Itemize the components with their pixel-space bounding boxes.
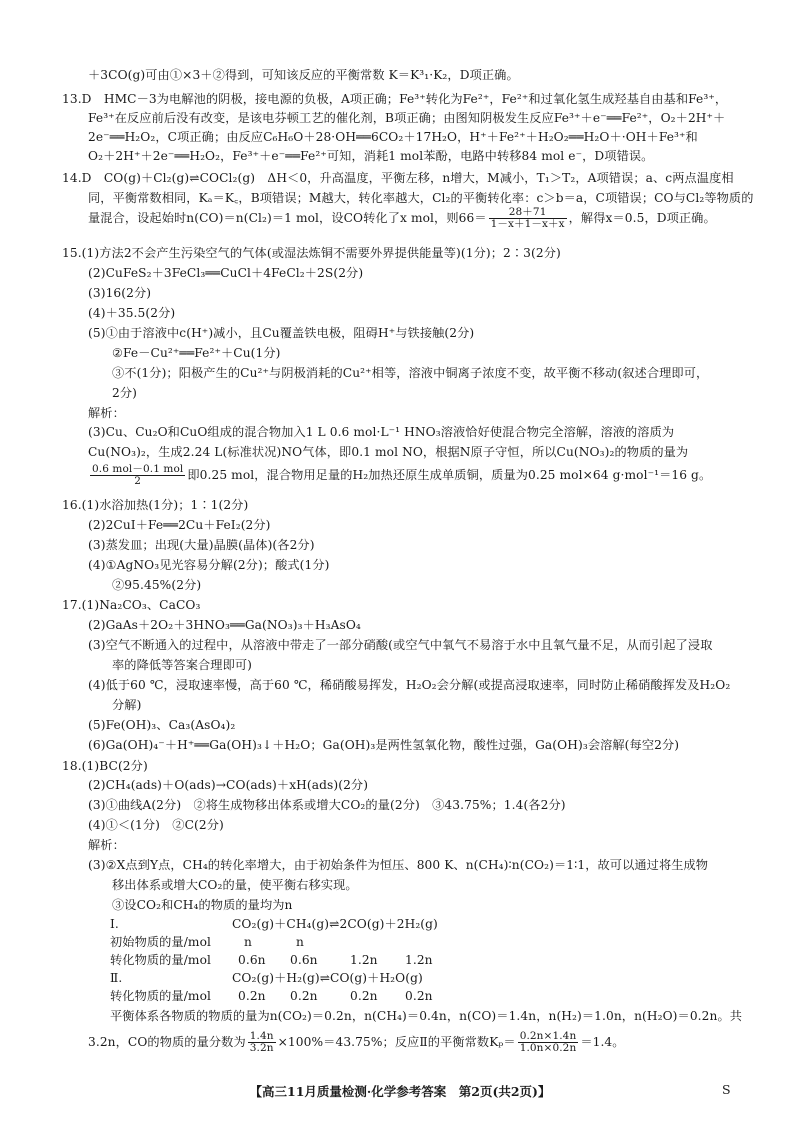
text-line: ③不(1分)；阳极产生的Cu²⁺与阴极消耗的Cu²⁺相等，溶液中铜离子浓度不变，故平衡不移动(叙述合理即可， <box>112 365 709 380</box>
text-line: (6)Ga(OH)₄⁻＋H⁺══Ga(OH)₃↓＋H₂O；Ga(OH)₃是两性氢氧化物，酸性过强，Ga(OH)₃会溶解(每空2分) <box>88 737 680 752</box>
text-segment: ×100%＝43.75%；反应Ⅱ的平衡常数Kₚ＝ <box>277 1035 516 1050</box>
fraction-numerator: 1.4n <box>249 1030 274 1043</box>
table-cell: 1.2n <box>405 953 433 968</box>
text-line: ＋3CO(g)可由①×3＋②得到，可知该反应的平衡常数 K＝K³₁·K₂，D项正确。 <box>88 68 519 82</box>
text-line: 14.D CO(g)＋Cl₂(g)⇌COCl₂(g) ΔH＜0，升高温度，平衡左移，n增大，M减小，T₁＞T₂，A项错误；a、c两点温度相 <box>62 171 734 186</box>
text-line: (4)＋35.5(2分) <box>88 306 176 320</box>
text-line-with-fraction <box>88 207 716 230</box>
fraction-denominator: 2 <box>134 475 142 488</box>
text-line-with-fraction <box>88 464 711 487</box>
text-line: ③设CO₂和CH₄的物质的量均为n <box>112 897 293 912</box>
text-line: (2)GaAs＋2O₂＋3HNO₃══Ga(NO₃)₃＋H₃AsO₄ <box>88 618 361 633</box>
text-line: (2)CH₄(ads)＋O(ads)→CO(ads)＋xH(ads)(2分) <box>88 778 369 793</box>
row-label: 初始物质的量/mol <box>110 934 212 949</box>
row-label: 转化物质的量/mol <box>110 989 212 1004</box>
table-label: Ⅰ. <box>110 916 119 931</box>
text-line: 移出体系或增大CO₂的量，使平衡右移实现。 <box>112 877 358 892</box>
table-cell: 1.2n <box>350 953 378 968</box>
text-line: 同，平衡常数相同，Kₐ＝K꜀，B项错误；M越大，转化率越大，Cl₂的平衡转化率：c＞b＝a，C项错误；CO与Cl₂等物质的 <box>88 191 754 206</box>
reaction-equation: CO₂(g)＋CH₄(g)⇌2CO(g)＋2H₂(g) <box>232 916 438 931</box>
table-cell: n <box>296 934 304 949</box>
text-segment: 3.2n，CO的物质的量分数为 <box>88 1035 246 1050</box>
table-cell: n <box>244 934 252 949</box>
text-segment: ＝1.4。 <box>580 1035 625 1050</box>
text-line: (3)蒸发皿；出现(大量)晶膜(晶体)(各2分) <box>88 537 315 552</box>
fraction <box>248 1031 276 1054</box>
text-line: (3)Cu、Cu₂O和CuO组成的混合物加入1 L 0.6 mol·L⁻¹ HNO₃溶液恰好使混合物完全溶解，溶液的溶质为 <box>88 425 675 440</box>
footer-mark: S <box>722 1082 731 1097</box>
text-line: 解析： <box>88 405 125 420</box>
text-line: 平衡体系各物质的物质的量为n(CO₂)＝0.2n，n(CH₄)＝0.4n，n(CO)＝1.4n，n(H₂)＝1.0n，n(H₂O)＝0.2n。共 <box>110 1009 743 1024</box>
text-line: (2)CuFeS₂＋3FeCl₃══CuCl＋4FeCl₂＋2S(2分) <box>88 266 364 281</box>
text-line: (3)①曲线A(2分) ②将生成物移出体系或增大CO₂的量(2分) ③43.75%；1.4(各2分) <box>88 798 566 813</box>
table-cell: 0.2n <box>350 989 378 1004</box>
table-cell: 0.2n <box>405 989 433 1004</box>
text-line: (3)16(2分) <box>88 286 152 301</box>
text-line: 15.(1)方法2不会产生污染空气的气体(或湿法炼铜不需要外界提供能量等)(1分)；2∶3(2分) <box>62 246 561 261</box>
text-line: (4)低于60 ℃，浸取速率慢，高于60 ℃，稀硝酸易挥发，H₂O₂会分解(或提高浸取速率，同时防止稀硝酸挥发及H₂O₂ <box>88 677 731 692</box>
table-label: Ⅱ. <box>110 971 123 986</box>
text-line: 率的降低等答案合理即可) <box>112 658 253 673</box>
row-label: 转化物质的量/mol <box>110 953 212 968</box>
text-line: Cu(NO₃)₂，生成2.24 L(标准状况)NO气体，即0.1 mol NO，根据N原子守恒，所以Cu(NO₃)₂的物质的量为 <box>88 445 689 460</box>
fraction-denominator: 1－x＋1－x＋x <box>490 218 565 231</box>
text-line: 解析： <box>88 838 125 853</box>
text-line: (3)②X点到Y点，CH₄的转化率增大，由于初始条件为恒压、800 K、n(CH₄)∶n(CO₂)＝1∶1，故可以通过将生成物 <box>88 858 709 873</box>
text-line: 16.(1)水浴加热(1分)；1∶1(2分) <box>62 497 249 512</box>
text-segment: 量混合，设起始时n(CO)＝n(Cl₂)＝1 mol，设CO转化了x mol，则66＝ <box>88 211 487 226</box>
text-line: 18.(1)BC(2分) <box>62 758 148 773</box>
text-line: (2)2CuI＋Fe══2Cu＋FeI₂(2分) <box>88 517 271 532</box>
text-line: (5)①由于溶液中c(H⁺)减小，且Cu覆盖铁电极，阻碍H⁺与铁接触(2分) <box>88 325 475 340</box>
text-line: (5)Fe(OH)₃、Ca₃(AsO₄)₂ <box>88 717 236 732</box>
fraction-numerator: 0.2n×1.4n <box>519 1030 577 1043</box>
text-line: ②Fe－Cu²⁺══Fe²⁺＋Cu(1分) <box>112 345 281 360</box>
table-cell: 0.6n <box>290 953 318 968</box>
fraction-numerator: 0.6 mol－0.1 mol <box>92 463 184 476</box>
fraction <box>489 207 567 230</box>
text-line-with-fraction <box>88 1031 625 1054</box>
table-cell: 0.6n <box>238 953 266 968</box>
reaction-equation: CO₂(g)＋H₂(g)⇌CO(g)＋H₂O(g) <box>232 971 423 986</box>
text-line: 2e⁻══H₂O₂，C项正确；由反应C₆H₆O＋28·OH══6CO₂＋17H₂O，H⁺＋Fe²⁺＋H₂O₂══H₂O＋·OH＋Fe³⁺和 <box>88 130 698 145</box>
fraction-numerator: 28＋71 <box>489 207 567 219</box>
text-line: Fe³⁺在反应前后没有改变，是该电芬顿工艺的催化剂，B项正确；由图知阴极发生反应Fe³⁺＋e⁻══Fe²⁺，O₂＋2H⁺＋ <box>88 111 726 126</box>
footer-text: 【高三11月质量检测·化学参考答案 第2页(共2页)】 <box>249 1084 551 1099</box>
fraction-denominator: 3.2n <box>249 1042 274 1055</box>
text-line: (4)①AgNO₃见光容易分解(2分)；酸式(1分) <box>88 557 330 572</box>
text-line: (3)空气不断通入的过程中，从溶液中带走了一部分硝酸(或空气中氧气不易溶于水中且氧气量不足，从而引起了浸取 <box>88 638 713 653</box>
text-line: ②95.45%(2分) <box>112 577 202 592</box>
table-cell: 0.2n <box>290 989 318 1004</box>
text-line: (4)①＜(1分) ②C(2分) <box>88 818 224 833</box>
text-segment: 即0.25 mol，混合物用足量的H₂加热还原生成单质铜，质量为0.25 mol×64 g·mol⁻¹＝16 g。 <box>187 468 712 483</box>
fraction-denominator: 1.0n×0.2n <box>519 1042 577 1055</box>
fraction <box>90 464 185 487</box>
fraction <box>518 1031 579 1054</box>
text-segment: ，解得x＝0.5，D项正确。 <box>568 211 716 226</box>
text-line: 2分) <box>112 385 137 400</box>
text-line: 17.(1)Na₂CO₃、CaCO₃ <box>62 598 201 613</box>
text-line: 分解) <box>112 697 142 712</box>
text-line: O₂＋2H⁺＋2e⁻══H₂O₂，Fe³⁺＋e⁻══Fe²⁺可知，消耗1 mol苯酚，电路中转移84 mol e⁻，D项错误。 <box>88 149 654 164</box>
table-cell: 0.2n <box>238 989 266 1004</box>
text-line: 13.D HMC－3为电解池的阴极，接电源的负极，A项正确；Fe³⁺转化为Fe²⁺，Fe²⁺和过氧化氢生成羟基自由基和Fe³⁺， <box>62 91 728 106</box>
